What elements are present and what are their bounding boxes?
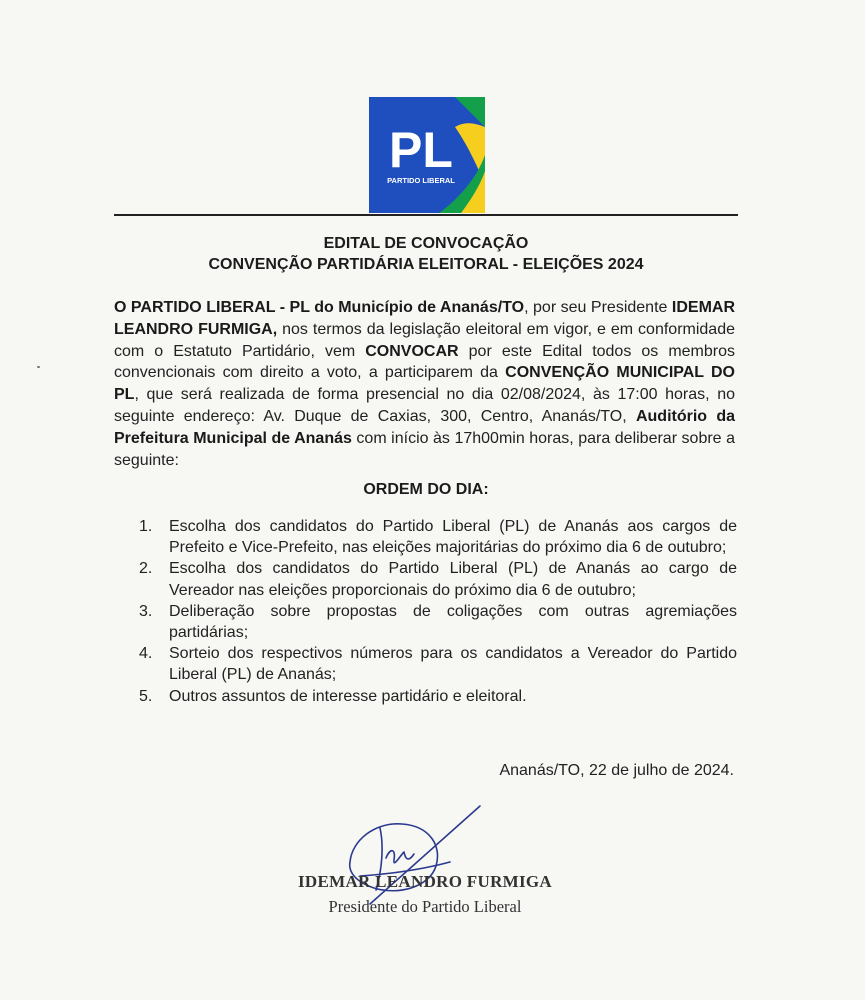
body-text-run: , que será realizada de forma presencial no dia 02/08/2024, às 17:00 horas, no seguinte endereço: Av. Duque de Caxias, 300, Centro, Ananás/TO, xyxy=(114,386,735,425)
agenda-item-number: 1. xyxy=(139,518,153,535)
agenda-item xyxy=(139,601,737,643)
title-line-1: EDITAL DE CONVOCAÇÃO xyxy=(323,235,529,252)
agenda-item xyxy=(139,643,737,685)
agenda-item-number: 2. xyxy=(139,560,153,578)
convocar-keyword: CONVOCAR xyxy=(365,342,459,360)
agenda-item-text: Sorteio dos respectivos números para os candidatos a Vereador do Partido Liberal (PL) de Ananás; xyxy=(169,645,737,684)
body-text-run: com início às 17h00min horas, para deliberar sobre a seguinte: xyxy=(114,429,735,469)
convention-name: CONVENÇÃO MUNICIPAL DO PL xyxy=(114,364,735,404)
handwritten-signature xyxy=(330,800,500,910)
title-line-2: CONVENÇÃO PARTIDÁRIA ELEITORAL - ELEIÇÕES 2024 xyxy=(208,256,644,273)
signer-role: Presidente do Partido Liberal xyxy=(328,897,522,916)
logo-letters: PL xyxy=(389,122,453,178)
logo-subtitle: PARTIDO LIBERAL xyxy=(387,176,455,185)
agenda-item-text: Escolha dos candidatos do Partido Liberal (PL) de Ananás aos cargos de Prefeito e Vice-Prefeito, nas eleições majoritárias do próximo dia 6 de outubro; xyxy=(169,518,737,557)
body-text-run: por este Edital todos os membros convencionais com direito a voto, a participarem da xyxy=(114,342,736,382)
place-and-date: Ananás/TO, 22 de julho de 2024. xyxy=(499,762,734,779)
body-text-run: , por seu Presidente xyxy=(524,299,672,316)
venue-name: Auditório da Prefeitura Municipal de Ananás xyxy=(114,407,736,447)
president-name: IDEMAR LEANDRO FURMIGA, xyxy=(114,299,736,338)
party-municipality: O PARTIDO LIBERAL - PL do Município de Ananás/TO xyxy=(114,299,525,316)
header-divider xyxy=(114,214,738,216)
agenda-item-number: 3. xyxy=(139,602,153,620)
pl-party-logo xyxy=(369,97,485,213)
agenda-item xyxy=(139,558,737,600)
agenda-item-text: Escolha dos candidatos do Partido Liberal (PL) de Ananás ao cargo de Vereador nas eleições proporcionais do próximo dia 6 de outubro; xyxy=(169,560,737,599)
agenda-item xyxy=(139,686,737,707)
agenda-item-text: Deliberação sobre propostas de coligações com outras agremiações partidárias; xyxy=(169,602,737,642)
convocation-paragraph xyxy=(114,297,735,471)
signer-name: IDEMAR LEANDRO FURMIGA xyxy=(297,872,553,891)
agenda-item-number: 4. xyxy=(139,645,153,663)
document-title xyxy=(114,233,738,275)
body-text-run: nos termos da legislação eleitoral em vigor, e em conformidade com o Estatuto Partidário, vem xyxy=(114,320,735,360)
scan-speck xyxy=(37,366,40,368)
agenda-title: ORDEM DO DIA: xyxy=(363,481,489,498)
signature-stroke xyxy=(386,851,414,863)
agenda-item-text: Outros assuntos de interesse partidário e eleitoral. xyxy=(169,687,527,705)
agenda-item-number: 5. xyxy=(139,687,153,705)
agenda-list xyxy=(139,516,737,707)
agenda-item xyxy=(139,516,737,558)
